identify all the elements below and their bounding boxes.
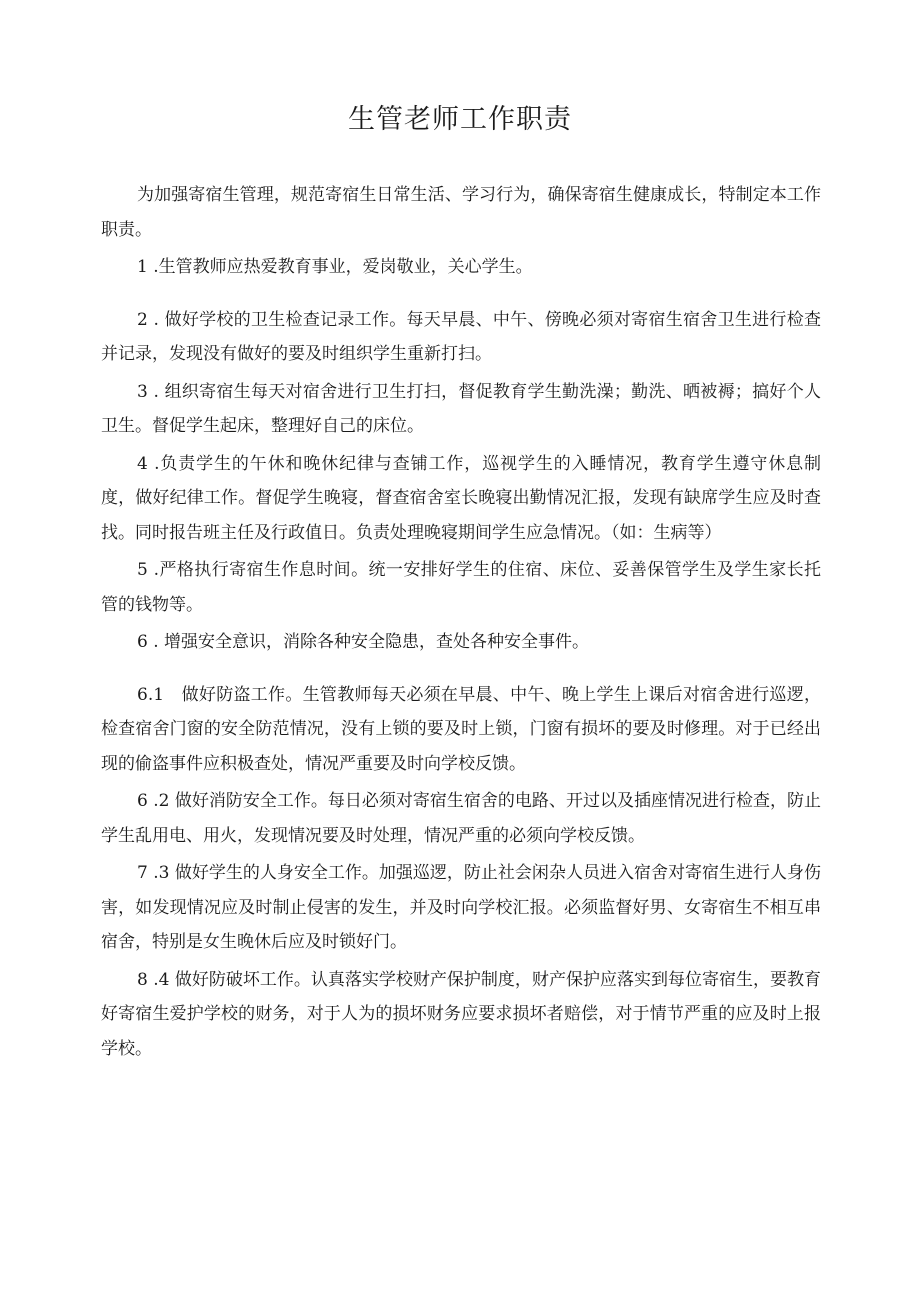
duty-paragraph-7-3: 7 .3 做好学生的人身安全工作。加强巡逻，防止社会闲杂人员进入宿舍对寄宿生进行人身伤害，如发现情况应及时制止侵害的发生，并及时向学校汇报。必须监督好男、女寄宿生不相互串宿舍，特别是女生晚休后应及时锁好门。: [101, 863, 821, 952]
duty-paragraph-6-2: 6 .2 做好消防安全工作。每日必须对寄宿生宿舍的电路、开过以及插座情况进行检查，防止学生乱用电、用火，发现情况要及时处理，情况严重的必须向学校反馈。: [101, 791, 821, 846]
document-body: [101, 178, 821, 1069]
duty-paragraph-2: 2 . 做好学校的卫生检查记录工作。每天早晨、中午、傍晚必须对寄宿生宿舍卫生进行检查并记录，发现没有做好的要及时组织学生重新打扫。: [101, 309, 821, 364]
intro-paragraph: 为加强寄宿生管理，规范寄宿生日常生活、学习行为，确保寄宿生健康成长，特制定本工作职责。: [101, 185, 821, 240]
duty-paragraph-1: 1 .生管教师应热爱教育事业，爱岗敬业，关心学生。: [137, 257, 533, 277]
duty-paragraph-6-1: 6.1 做好防盗工作。生管教师每天必须在早晨、中午、晚上学生上课后对宿舍进行巡逻，检查宿舍门窗的安全防范情况，没有上锁的要及时上锁，门窗有损坏的要及时修理。对于已经出现的偷盗事件应积极查处，情况严重要及时向学校反馈。: [101, 684, 821, 774]
duty-paragraph-3: 3 . 组织寄宿生每天对宿舍进行卫生打扫，督促教育学生勤洗澡；勤洗、晒被褥；搞好个人卫生。督促学生起床，整理好自己的床位。: [101, 381, 821, 436]
document-title: 生管老师工作职责: [348, 104, 572, 135]
duty-paragraph-8-4: 8 .4 做好防破坏工作。认真落实学校财产保护制度，财产保护应落实到每位寄宿生，要教育好寄宿生爱护学校的财务，对于人为的损坏财务应要求损坏者赔偿，对于情节严重的应及时上报学校。: [101, 969, 821, 1059]
duty-paragraph-5: 5 .严格执行寄宿生作息时间。统一安排好学生的住宿、床位、妥善保管学生及学生家长托管的钱物等。: [101, 560, 821, 615]
duty-paragraph-4: 4 .负责学生的午休和晚休纪律与查铺工作，巡视学生的入睡情况，教育学生遵守休息制度，做好纪律工作。督促学生晚寝，督查宿舍室长晚寝出勤情况汇报，发现有缺席学生应及时查找。同时报告班主任及行政值日。负责处理晚寝期间学生应急情况。（如：生病等）: [101, 453, 821, 543]
duty-paragraph-6: 6 . 增强安全意识，消除各种安全隐患，查处各种安全事件。: [137, 632, 590, 652]
